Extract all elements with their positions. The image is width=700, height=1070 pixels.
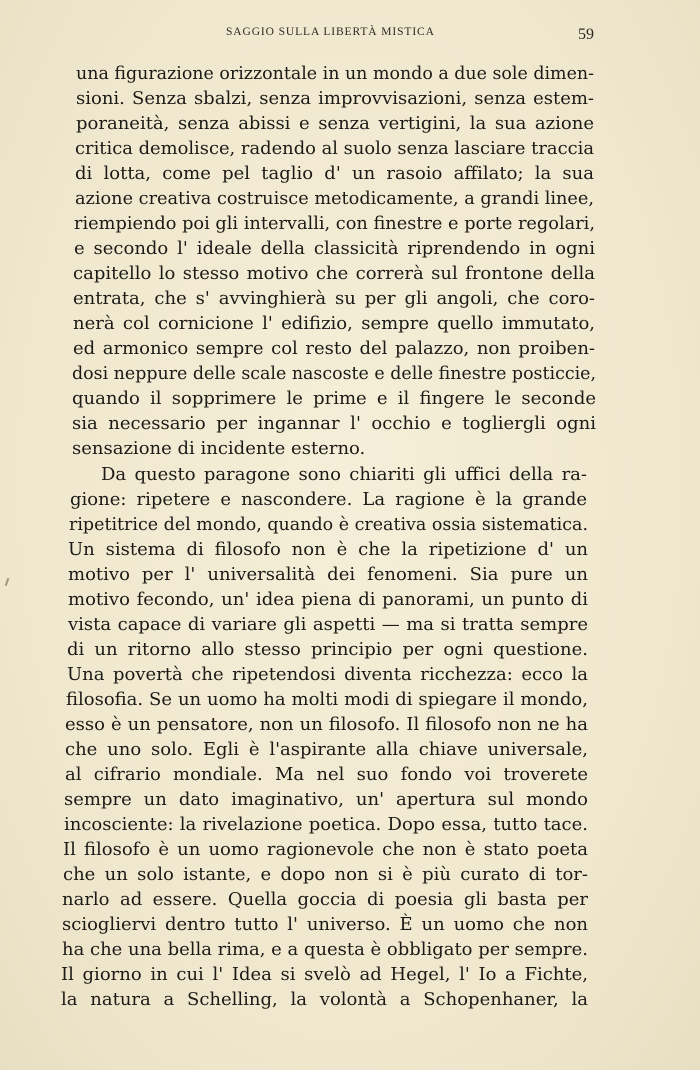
text-line: vista capace di variare gli aspetti — ma si tratta sempre [68,614,588,635]
text-line: capitello lo stesso motivo che correrà sul frontone della [73,263,595,284]
text-line: la natura a Schelling, la volontà a Schopenhaner, la [61,989,588,1010]
text-line: sciogliervi dentro tutto l' universo. È un uomo che non [62,914,588,935]
text-line: motivo per l' universalità dei fenomeni. Sia pure un [68,564,588,585]
page-number: 59 [578,26,594,43]
text-line: filosofia. Se un uomo ha molti modi di spiegare il mondo, [66,689,588,710]
text-line: esso è un pensatore, non un filosofo. Il filosofo non ne ha [65,714,588,735]
text-line: Il filosofo è un uomo ragionevole che non è stato poeta [63,839,588,860]
text-line: di lotta, come pel taglio d' un rasoio affilato; la sua [75,163,594,184]
text-line: gione: ripetere e nascondere. La ragione è la grande [70,489,587,510]
text-line: di un ritorno allo stesso principio per ogni questione. [67,639,588,660]
running-head [0,24,700,44]
text-line: sensazione di incidente esterno. [72,438,366,459]
margin-mark [5,578,10,586]
text-line: motivo fecondo, un' idea piena di panorami, un punto di [68,589,588,610]
text-line: che uno solo. Egli è l'aspirante alla chiave universale, [65,739,588,760]
text-line: sia necessario per ingannar l' occhio e togliergli ogni [72,413,596,434]
text-line: quando il sopprimere le prime e il fingere le seconde [72,388,596,409]
text-line: e secondo l' ideale della classicità riprendendo in ogni [74,238,595,259]
text-line: nerà col cornicione l' edifizio, sempre quello immutato, [73,313,595,334]
text-line: entrata, che s' avvinghierà su per gli angoli, che coro- [73,288,595,309]
text-line: dosi neppure delle scale nascoste e delle finestre posticcie, [72,363,596,384]
text-line: riempiendo poi gli intervalli, con finestre e porte regolari, [74,213,595,234]
text-line: Il giorno in cui l' Idea si svelò ad Hegel, l' Io a Fichte, [61,964,588,985]
text-line: ha che una bella rima, e a questa è obbligato per sempre. [62,939,588,960]
text-line: Una povertà che ripetendosi diventa ricchezza: ecco la [67,664,588,685]
text-line: sioni. Senza sbalzi, senza improvvisazioni, senza estem- [76,88,594,109]
text-line: al cifrario mondiale. Ma nel suo fondo voi troverete [65,764,588,785]
text-line: ripetitrice del mondo, quando è creativa ossia sistematica. [69,514,588,535]
text-line: poraneità, senza abissi e senza vertigini, la sua azione [76,113,594,134]
text-line: narlo ad essere. Quella goccia di poesia gli basta per [62,889,588,910]
text-line: sempre un dato imaginativo, un' apertura sul mondo [64,789,588,810]
text-line: una figurazione orizzontale in un mondo a due sole dimen- [76,63,594,84]
text-line: che un solo istante, e dopo non si è più curato di tor- [63,864,588,885]
text-line: critica demolisce, radendo al suolo senza lasciare traccia [75,138,594,159]
text-line: Un sistema di filosofo non è che la ripetizione d' un [68,539,588,560]
text-line: ed armonico sempre col resto del palazzo, non proiben- [73,338,595,359]
text-line: azione creativa costruisce metodicamente, a grandi linee, [75,188,594,209]
paragraph-first-line: Da questo paragone sono chiariti gli uffici della ra- [101,464,587,485]
running-title: SAGGIO SULLA LIBERTÀ MISTICA [226,26,435,38]
text-line: incosciente: la rivelazione poetica. Dopo essa, tutto tace. [64,814,588,835]
